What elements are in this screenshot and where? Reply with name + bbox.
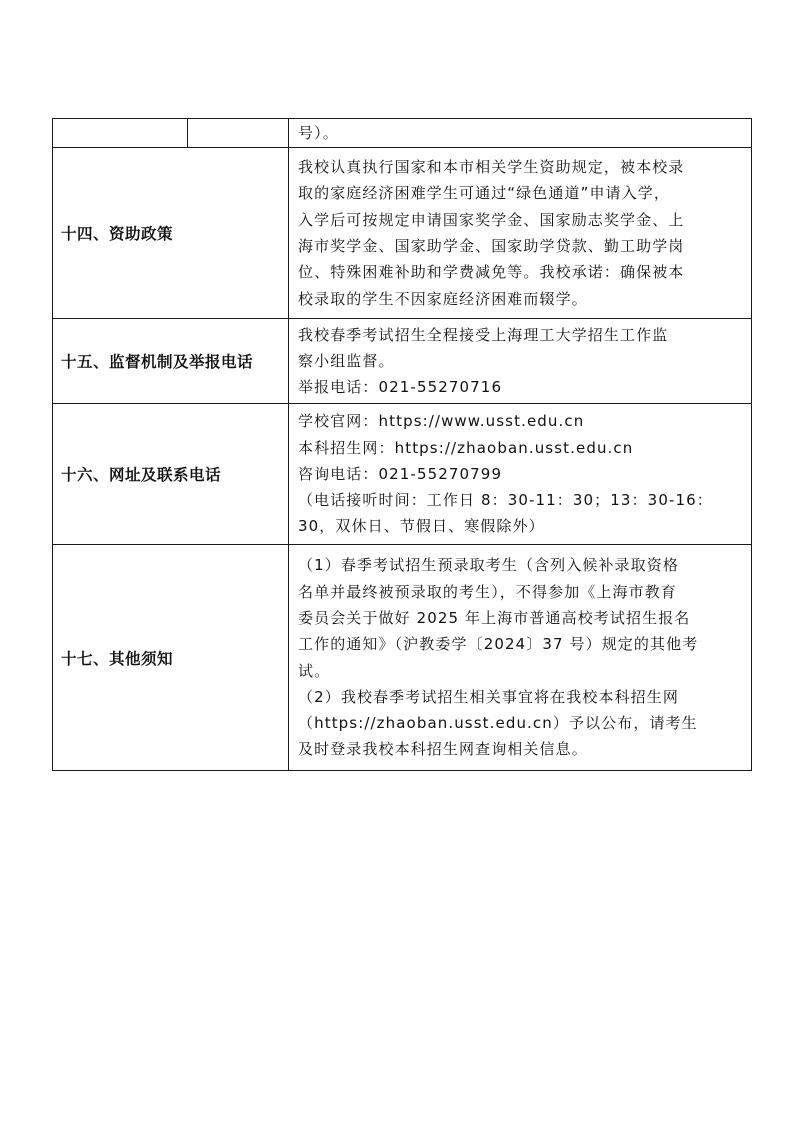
content-line: 我校认真执行国家和本市相关学生资助规定，被本校录 [298, 158, 685, 177]
content-line: 试。 [298, 661, 331, 680]
content-contact [289, 404, 752, 545]
label-financial-aid: 十四、资助政策 [53, 148, 289, 319]
content-line: 30，双休日、节假日、寒假除外） [298, 517, 545, 536]
content-line: （https://zhaoban.usst.edu.cn）予以公布，请考生 [298, 714, 698, 733]
label-cell-empty [53, 119, 188, 148]
table-row-contact [53, 404, 752, 545]
table-row-other-notes [53, 545, 752, 771]
table-row-continued [53, 119, 752, 148]
content-line: 委员会关于做好 2025 年上海市普通高校考试招生报名 [298, 608, 691, 627]
content-line: 我校春季考试招生全程接受上海理工大学招生工作监 [298, 325, 669, 344]
content-line: 海市奖学金、国家助学金、国家助学贷款、勤工助学岗 [298, 237, 685, 255]
content-cell-continued [289, 119, 752, 148]
content-other-notes [289, 545, 752, 771]
content-line: （电话接听时间：工作日 8：30-11：30；13：30-16： [298, 491, 713, 510]
sub-cell-empty [188, 119, 289, 148]
content-financial-aid [289, 148, 752, 319]
content-line: 本科招生网：https://zhaoban.usst.edu.cn [298, 438, 634, 457]
content-line: 校录取的学生不因家庭经济困难而辍学。 [298, 289, 588, 308]
content-line: （1）春季考试招生预录取考生（含列入候补录取资格 [298, 556, 679, 575]
table-row-financial-aid [53, 148, 752, 319]
content-line: 入学后可按规定申请国家奖学金、国家励志奖学金、上 [298, 210, 685, 229]
content-line: 工作的通知》（沪教委学〔2024〕37 号）规定的其他考 [298, 635, 699, 654]
table-row-supervision [53, 319, 752, 404]
content-line: 举报电话：021-55270716 [298, 378, 503, 397]
label-supervision: 十五、监督机制及举报电话 [53, 319, 289, 404]
content-line: 咨询电话：021-55270799 [298, 464, 503, 483]
content-line: 及时登录我校本科招生网查询相关信息。 [298, 740, 588, 759]
content-line: 学校官网：https://www.usst.edu.cn [298, 412, 585, 431]
content-line: 号）。 [298, 123, 339, 142]
info-table [52, 118, 752, 771]
label-other-notes: 十七、其他须知 [53, 545, 289, 771]
content-line: 名单并最终被预录取的考生），不得参加《上海市教育 [298, 582, 677, 601]
content-line: 取的家庭经济困难学生可通过“绿色通道”申请入学， [298, 184, 670, 203]
content-line: 位、特殊困难补助和学费减免等。我校承诺：确保被本 [298, 263, 685, 282]
content-supervision [289, 319, 752, 404]
label-contact: 十六、网址及联系电话 [53, 404, 289, 545]
content-line: 察小组监督。 [298, 351, 395, 370]
content-line: （2）我校春季考试招生相关事宜将在我校本科招生网 [298, 687, 679, 706]
